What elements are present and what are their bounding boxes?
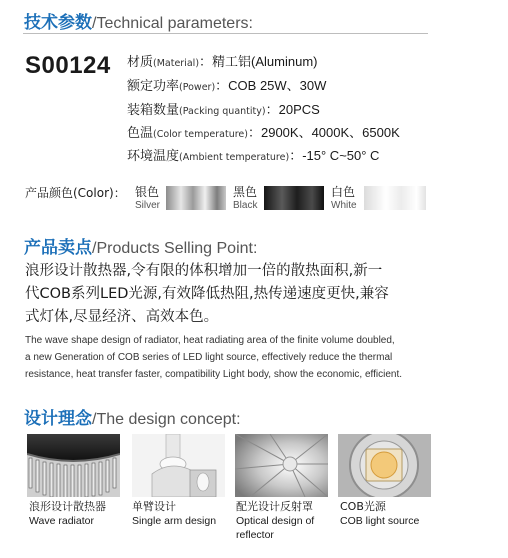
param-label-cn: 额定功率 [127,79,180,94]
caption-en: Single arm design [132,515,217,527]
text-line: 代COB系列LED光源,有效降低热阻,热传递速度更快,兼容 [25,286,389,302]
single-arm-image [132,434,225,497]
param-label-cn: 材质 [127,55,154,70]
color-name-cn: 白色 [331,185,356,199]
param-row-color-temperature [127,122,400,141]
text-line: 式灯体,尽显经济、高效本色。 [25,309,219,325]
param-label-en: (Packing quantity) [179,106,266,117]
param-colon: ： [215,79,229,94]
text-line: 浪形设计散热器,令有限的体积增加一倍的散热面积,新一 [25,263,383,279]
param-colon: ： [265,103,279,118]
caption-en: Wave radiator [29,515,94,527]
param-label-en: (Color temperature) [153,129,248,140]
param-colon: ： [199,55,213,70]
color-name-en: Silver [135,200,161,211]
caption-wave-radiator [29,500,106,528]
param-colon: ： [289,149,303,164]
param-label-en: (Ambient temperature) [179,152,290,163]
param-value: 精工铝(Aluminum) [212,54,318,69]
color-name-white [331,186,357,212]
param-colon: ： [247,126,261,141]
cob-light-source-image [338,434,431,497]
heading-cn: 设计理念 [24,409,92,429]
caption-cn: 单臂设计 [132,500,176,513]
model-number: S00124 [25,52,111,79]
param-value: 2900K、4000K、6500K [260,125,400,140]
param-row-ambient-temperature [127,145,379,164]
param-label-cn: 装箱数量 [127,103,180,118]
color-swatch-white [364,186,426,210]
caption-reflector [236,500,331,542]
heading-en: /Technical parameters: [92,15,253,32]
product-color-label: 产品颜色(Color)： [25,186,126,200]
color-swatch-silver [166,186,226,210]
selling-point-heading [24,233,257,258]
param-label-en: (Power) [179,82,216,93]
caption-en: Optical design of reflector [236,515,315,541]
heading-en: /The design concept: [92,411,241,428]
param-value: -15° C~50° C [302,148,380,163]
param-value: 20PCS [278,102,320,117]
wave-radiator-image [27,434,120,497]
heading-divider [23,33,428,34]
param-label-cn: 色温 [127,126,154,141]
caption-cob-light-source [340,500,419,528]
color-name-cn: 银色 [135,185,160,199]
reflector-image [235,434,328,497]
heading-en: /Products Selling Point: [92,240,258,257]
color-name-black [233,186,257,212]
selling-point-cn-text [25,260,389,329]
param-value: COB 25W、30W [228,78,327,93]
param-label-cn: 环境温度 [127,149,180,164]
caption-cn: 浪形设计散热器 [29,500,106,513]
selling-point-en-text [25,332,402,383]
param-row-power [127,75,326,94]
text-line: resistance, heat transfer faster, compatibility Light body, show the economic, efficient. [25,369,403,380]
color-name-silver [135,186,160,212]
caption-cn: 配光设计反射罩 [236,500,313,513]
param-row-packing [127,99,320,118]
color-name-cn: 黑色 [233,185,258,199]
caption-cn: COB光源 [340,500,386,513]
text-line: a new Generation of COB series of LED light source, effectively reduce the thermal [25,352,393,363]
heading-cn: 产品卖点 [24,238,92,258]
caption-en: COB light source [340,515,420,527]
design-concept-heading [24,404,241,429]
caption-single-arm [132,500,216,528]
param-row-material [127,51,318,70]
text-line: The wave shape design of radiator, heat radiating area of the finite volume doubled, [25,335,395,346]
color-name-en: Black [233,200,258,211]
color-swatch-black [264,186,324,210]
color-name-en: White [331,200,357,211]
param-label-en: (Material) [153,58,200,69]
heading-cn: 技术参数 [24,13,92,33]
technical-parameters-heading [24,8,253,33]
